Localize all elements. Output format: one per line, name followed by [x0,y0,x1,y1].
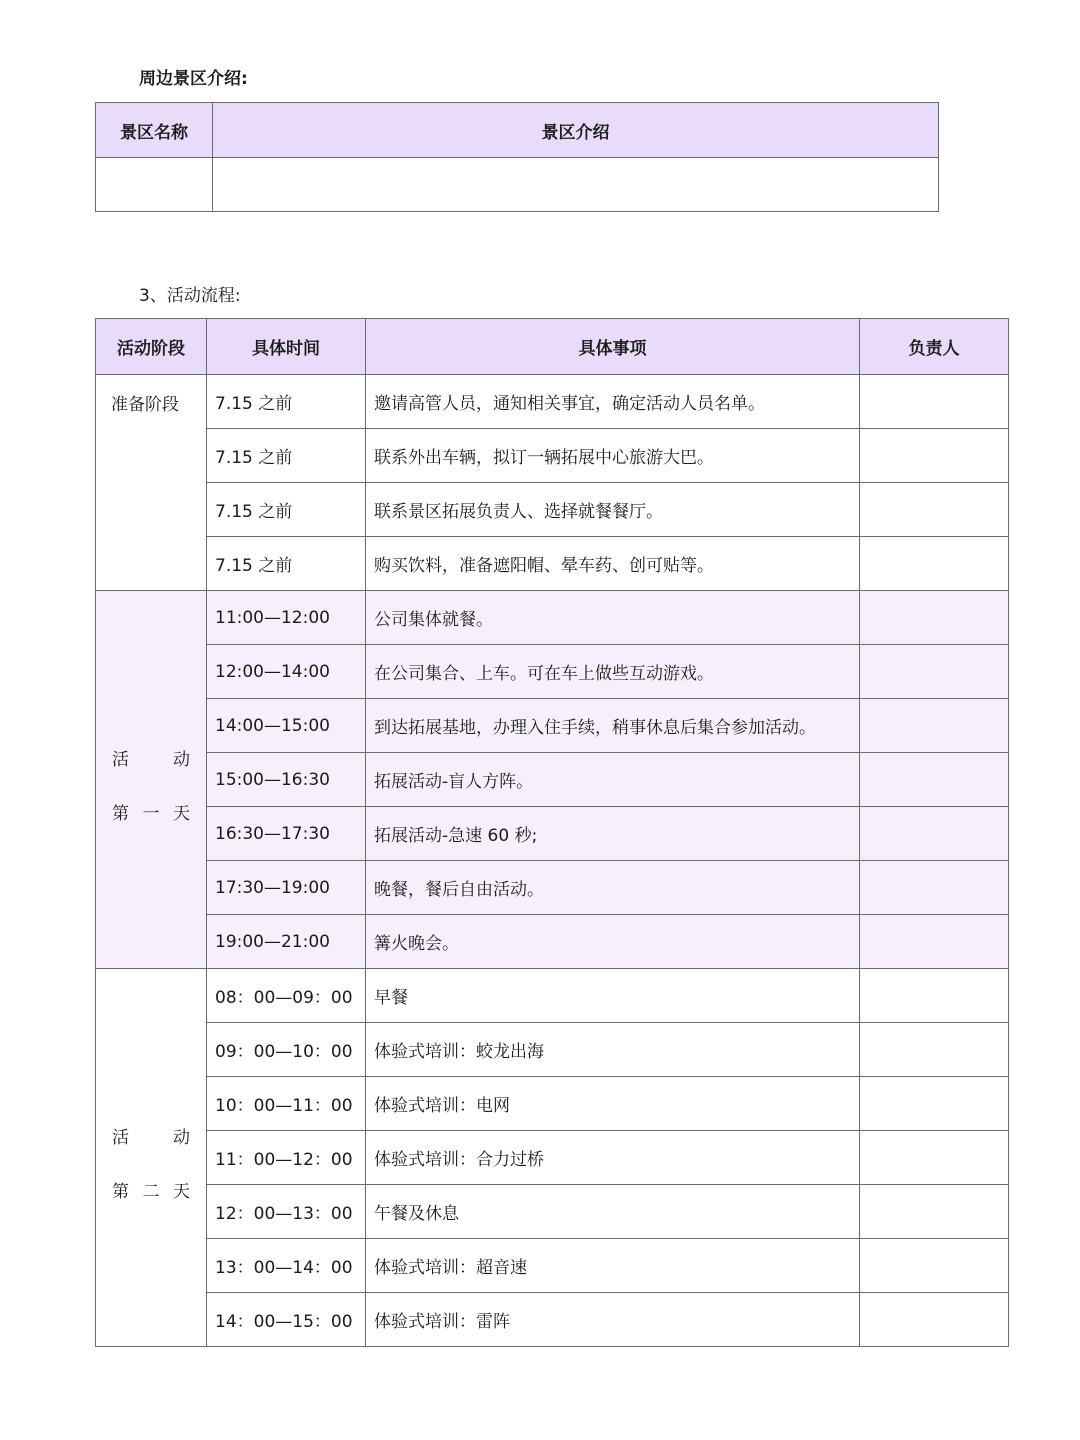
item-cell: 邀请高管人员，通知相关事宜，确定活动人员名单。 [366,375,860,429]
table-row [96,1293,1009,1347]
owner-cell [860,483,1009,537]
item-cell: 午餐及休息 [366,1185,860,1239]
time-cell: 08：00—09：00 [207,969,366,1023]
owner-cell [860,645,1009,699]
item-cell: 体验式培训：合力过桥 [366,1131,860,1185]
stage-label-char: 第 [112,1182,129,1202]
item-cell: 拓展活动-盲人方阵。 [366,753,860,807]
item-cell: 购买饮料，准备遮阳帽、晕车药、创可贴等。 [366,537,860,591]
scenic-name-cell [96,158,213,212]
table-row [96,969,1009,1023]
stage-cell [96,969,207,1347]
item-cell: 早餐 [366,969,860,1023]
table-row [96,429,1009,483]
stage-label-line [112,787,190,841]
table-row [96,1131,1009,1185]
scenic-section-heading: 周边景区介绍: [139,69,248,89]
item-cell: 在公司集合、上车。可在车上做些互动游戏。 [366,645,860,699]
owner-cell [860,861,1009,915]
table-row [96,915,1009,969]
time-cell: 09：00—10：00 [207,1023,366,1077]
time-cell: 7.15 之前 [207,429,366,483]
table-row [96,1023,1009,1077]
stage-label-char: 活 [112,750,129,770]
table-row [96,699,1009,753]
time-cell: 15:00—16:30 [207,753,366,807]
item-cell: 体验式培训：电网 [366,1077,860,1131]
header-scenic-name: 景区名称 [96,103,213,158]
item-cell: 拓展活动-急速 60 秒; [366,807,860,861]
table-row [96,753,1009,807]
time-cell: 12：00—13：00 [207,1185,366,1239]
time-cell: 7.15 之前 [207,375,366,429]
owner-cell [860,1239,1009,1293]
owner-cell [860,375,1009,429]
owner-cell [860,591,1009,645]
stage-label-char: 天 [173,804,190,824]
item-cell: 到达拓展基地，办理入住手续，稍事休息后集合参加活动。 [366,699,860,753]
stage-cell [96,375,207,591]
time-cell: 7.15 之前 [207,483,366,537]
time-cell: 16:30—17:30 [207,807,366,861]
owner-cell [860,1131,1009,1185]
activity-flow-table [95,318,1009,1347]
table-row [96,591,1009,645]
table-row [96,375,1009,429]
table-row [96,483,1009,537]
owner-cell [860,1077,1009,1131]
activity-flow-heading: 3、活动流程: [139,286,241,306]
scenic-table [95,102,939,212]
stage-label-char: 一 [142,804,160,824]
stage-label-line [112,1165,190,1219]
time-cell: 7.15 之前 [207,537,366,591]
time-cell: 10：00—11：00 [207,1077,366,1131]
scenic-intro-cell [213,158,939,212]
owner-cell [860,537,1009,591]
item-cell: 体验式培训：蛟龙出海 [366,1023,860,1077]
owner-cell [860,915,1009,969]
table-row [96,1185,1009,1239]
stage-label-char: 第 [112,804,129,824]
time-cell: 19:00—21:00 [207,915,366,969]
stage-label-char: 天 [173,1182,190,1202]
owner-cell [860,1293,1009,1347]
item-cell: 晚餐，餐后自由活动。 [366,861,860,915]
table-row [96,158,939,212]
stage-label-line [112,1111,190,1165]
owner-cell [860,753,1009,807]
stage-cell [96,591,207,969]
time-cell: 14：00—15：00 [207,1293,366,1347]
owner-cell [860,1023,1009,1077]
time-cell: 17:30—19:00 [207,861,366,915]
header-item: 具体事项 [366,319,860,375]
item-cell: 体验式培训：超音速 [366,1239,860,1293]
item-cell: 公司集体就餐。 [366,591,860,645]
item-cell: 联系景区拓展负责人、选择就餐餐厅。 [366,483,860,537]
item-cell: 体验式培训：雷阵 [366,1293,860,1347]
time-cell: 13：00—14：00 [207,1239,366,1293]
owner-cell [860,969,1009,1023]
stage-label-char: 动 [173,1128,190,1148]
owner-cell [860,429,1009,483]
item-cell: 联系外出车辆，拟订一辆拓展中心旅游大巴。 [366,429,860,483]
time-cell: 14:00—15:00 [207,699,366,753]
owner-cell [860,1185,1009,1239]
owner-cell [860,807,1009,861]
time-cell: 11:00—12:00 [207,591,366,645]
item-cell: 篝火晚会。 [366,915,860,969]
stage-label-char: 动 [173,750,190,770]
header-scenic-intro: 景区介绍 [213,103,939,158]
stage-label-char: 活 [112,1128,129,1148]
table-row [96,1239,1009,1293]
header-stage: 活动阶段 [96,319,207,375]
table-row [96,537,1009,591]
table-row [96,1077,1009,1131]
flow-header-row [96,319,1009,375]
stage-label: 准备阶段 [111,395,179,415]
stage-label-line [112,733,190,787]
scenic-header-row [96,103,939,158]
owner-cell [860,699,1009,753]
table-row [96,645,1009,699]
header-owner: 负责人 [860,319,1009,375]
flow-body [96,375,1009,1347]
header-time: 具体时间 [207,319,366,375]
table-row [96,807,1009,861]
time-cell: 11：00—12：00 [207,1131,366,1185]
time-cell: 12:00—14:00 [207,645,366,699]
table-row [96,861,1009,915]
stage-label-char: 二 [142,1182,160,1202]
